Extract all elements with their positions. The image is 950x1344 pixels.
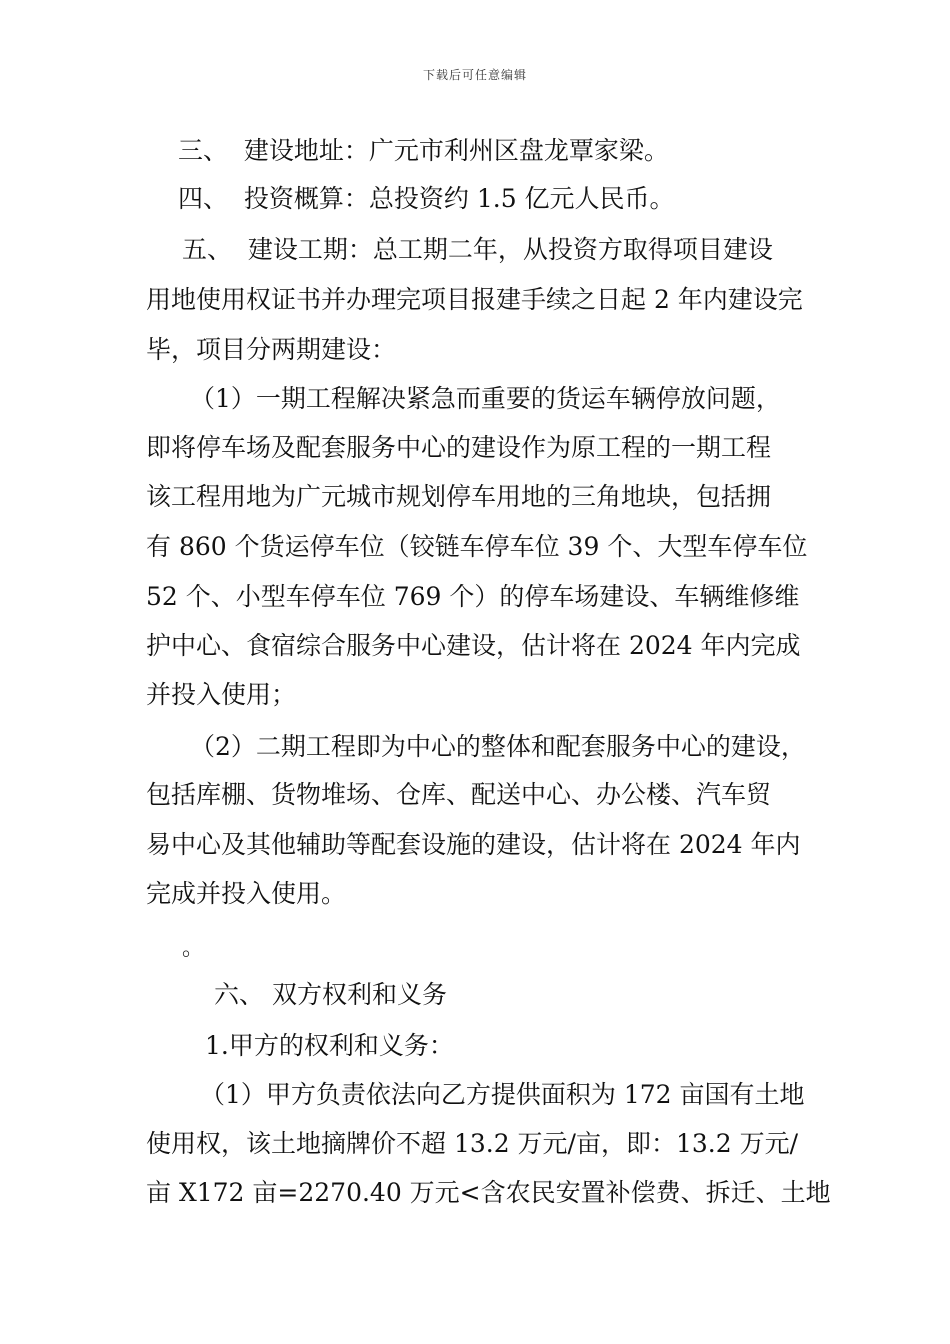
clause-1-line: （1）甲方负责依法向乙方提供面积为 172 亩国有土地 — [200, 1080, 805, 1109]
paragraph-line: 使用权，该土地摘牌价不超 13.2 万元/亩，即：13.2 万元/ — [146, 1129, 799, 1158]
stray-period: 。 — [182, 936, 205, 961]
section-5-schedule: 五、 建设工期：总工期二年，从投资方取得项目建设 — [182, 235, 773, 264]
phase-2-heading-line: （2）二期工程即为中心的整体和配套服务中心的建设， — [190, 732, 806, 761]
paragraph-line: 完成并投入使用。 — [146, 879, 347, 908]
section-4-investment: 四、 投资概算：总投资约 1.5 亿元人民币。 — [178, 184, 675, 213]
paragraph-line: 有 860 个货运停车位（铰链车停车位 39 个、大型车停车位 — [146, 532, 808, 561]
header-note: 下载后可任意编辑 — [422, 68, 527, 82]
paragraph-line: 即将停车场及配套服务中心的建设作为原工程的一期工程 — [146, 433, 772, 462]
section-3-address: 三、 建设地址：广元市利州区盘龙覃家梁。 — [178, 136, 669, 165]
paragraph-line: 毕，项目分两期建设： — [146, 335, 397, 364]
section-6-heading: 六、 双方权利和义务 — [214, 980, 447, 1009]
paragraph-line: 易中心及其他辅助等配套设施的建设，估计将在 2024 年内 — [146, 830, 801, 859]
paragraph-line: 用地使用权证书并办理完项目报建手续之日起 2 年内建设完 — [146, 285, 803, 314]
paragraph-line: 该工程用地为广元城市规划停车用地的三角地块，包括拥 — [146, 482, 772, 511]
paragraph-line: 护中心、食宿综合服务中心建设，估计将在 2024 年内完成 — [146, 631, 801, 660]
subsection-1-heading: 1.甲方的权利和义务： — [205, 1031, 454, 1060]
paragraph-line: 52 个、小型车停车位 769 个）的停车场建设、车辆维修维 — [146, 582, 800, 611]
phase-1-heading-line: （1）一期工程解决紧急而重要的货运车辆停放问题， — [190, 384, 781, 413]
paragraph-line: 包括库棚、货物堆场、仓库、配送中心、办公楼、汽车贸 — [146, 780, 772, 809]
paragraph-line: 亩 X172 亩=2270.40 万元<含农民安置补偿费、拆迁、土地 — [146, 1178, 831, 1207]
paragraph-line: 并投入使用； — [146, 680, 297, 709]
